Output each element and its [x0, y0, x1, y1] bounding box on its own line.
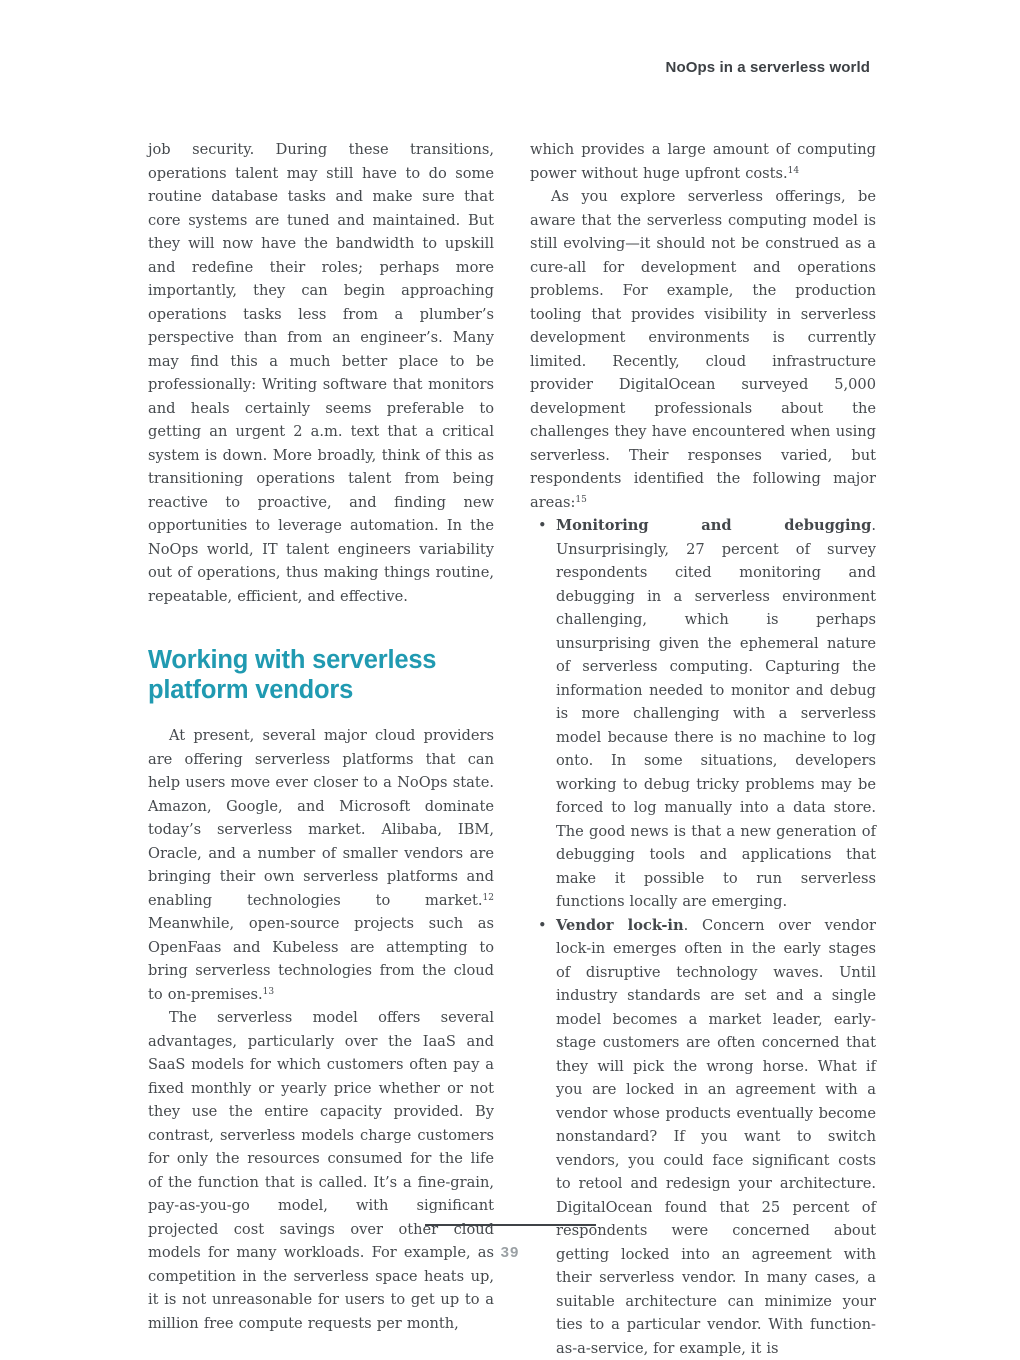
- bullet-marker: •: [538, 514, 556, 914]
- page-content: [148, 138, 876, 1360]
- body-paragraph: job security. During these transitions, operations talent may still have to do some routine database tasks and make sure that core systems are tuned and maintained. But they will now have the bandwidth to upskill and redefine their roles; perhaps more importantly, they can begin approaching operations tasks less from a plumber’s perspective than from an engineer’s. Many may find this a much better place to be professionally: Writing software that monitors and heals certainly seems preferable to getting an urgent 2 a.m. text that a critical system is down. More broadly, think of this as transitioning operations talent from being reactive to proactive, and finding new opportunities to leverage automation. In the NoOps world, IT talent engineers variability out of operations, thus making things routine, repeatable, efficient, and effective.: [148, 138, 494, 608]
- body-paragraph: which provides a large amount of computing power without huge upfront costs.$^{14}$: [530, 138, 876, 185]
- body-paragraph: At present, several major cloud providers are offering serverless platforms that can help users move ever closer to a NoOps state. Amazon, Google, and Microsoft dominate today’s serverless market. Alibaba, IBM, Oracle, and a number of smaller vendors are bringing their own serverless platforms and enabling technologies to market.$^{12}$ Meanwhile, open-source projects such as OpenFaas and Kubeless are attempting to bring serverless technologies from the cloud to on-premises.$^{13}$: [148, 724, 494, 1006]
- page-number: 39: [0, 1244, 1020, 1261]
- page-header-running-title: NoOps in a serverless world: [666, 59, 870, 76]
- bullet-marker: •: [538, 914, 556, 1360]
- bullet-item: [530, 514, 876, 914]
- section-heading: Working with serverless platform vendors: [148, 645, 494, 705]
- body-paragraph: The serverless model offers several advantages, particularly over the IaaS and SaaS models for which customers often pay a fixed monthly or yearly price whether or not they use the entire capacity provided. By contrast, serverless models charge customers for only the resources consumed for the life of the function that is called. It’s a fine-grain, pay-as-you-go model, with significant projected cost savings over other cloud models for many workloads. For example, as competition in the serverless space heats up, it is not unreasonable for users to get up to a million free compute requests per month,: [148, 1006, 494, 1335]
- bullet-text: Monitoring and debugging. Unsurprisingly, 27 percent of survey respondents cited monitoring and debugging in a serverless environment challenging, which is perhaps unsurprising given the ephemeral nature of serverless computing. Capturing the information needed to monitor and debug is more challenging with a serverless model because there is no machine to log onto. In some situations, developers working to debug tricky problems may be forced to log manually into a data store. The good news is that a new generation of debugging tools and applications that make it possible to run serverless functions locally are emerging.: [556, 514, 876, 914]
- left-column: [148, 138, 494, 1360]
- right-column: [530, 138, 876, 1360]
- bullet-text: Vendor lock-in. Concern over vendor lock-in emerges often in the early stages of disruptive technology waves. Until industry standards are set and a single model becomes a market leader, early-stage customers are often concerned that they will pick the wrong horse. What if you are locked in an agreement with a vendor whose products eventually become nonstandard? If you want to switch vendors, you could face significant costs to retool and redesign your architecture. DigitalOcean found that 25 percent of respondents were concerned about getting locked into an agreement with their serverless vendor. In many cases, a suitable architecture can minimize your ties to a particular vendor. With function-as-a-service, for example, it is: [556, 914, 876, 1360]
- footer-rule: [425, 1224, 596, 1226]
- bullet-item: [530, 914, 876, 1360]
- body-paragraph: As you explore serverless offerings, be aware that the serverless computing model is still evolving—it should not be construed as a cure-all for development and operations problems. For example, the production tooling that provides visibility in serverless development environments is currently limited. Recently, cloud infrastructure provider DigitalOcean surveyed 5,000 development professionals about the challenges they have encountered when using serverless. Their responses varied, but respondents identified the following major areas:$^{15}$: [530, 185, 876, 514]
